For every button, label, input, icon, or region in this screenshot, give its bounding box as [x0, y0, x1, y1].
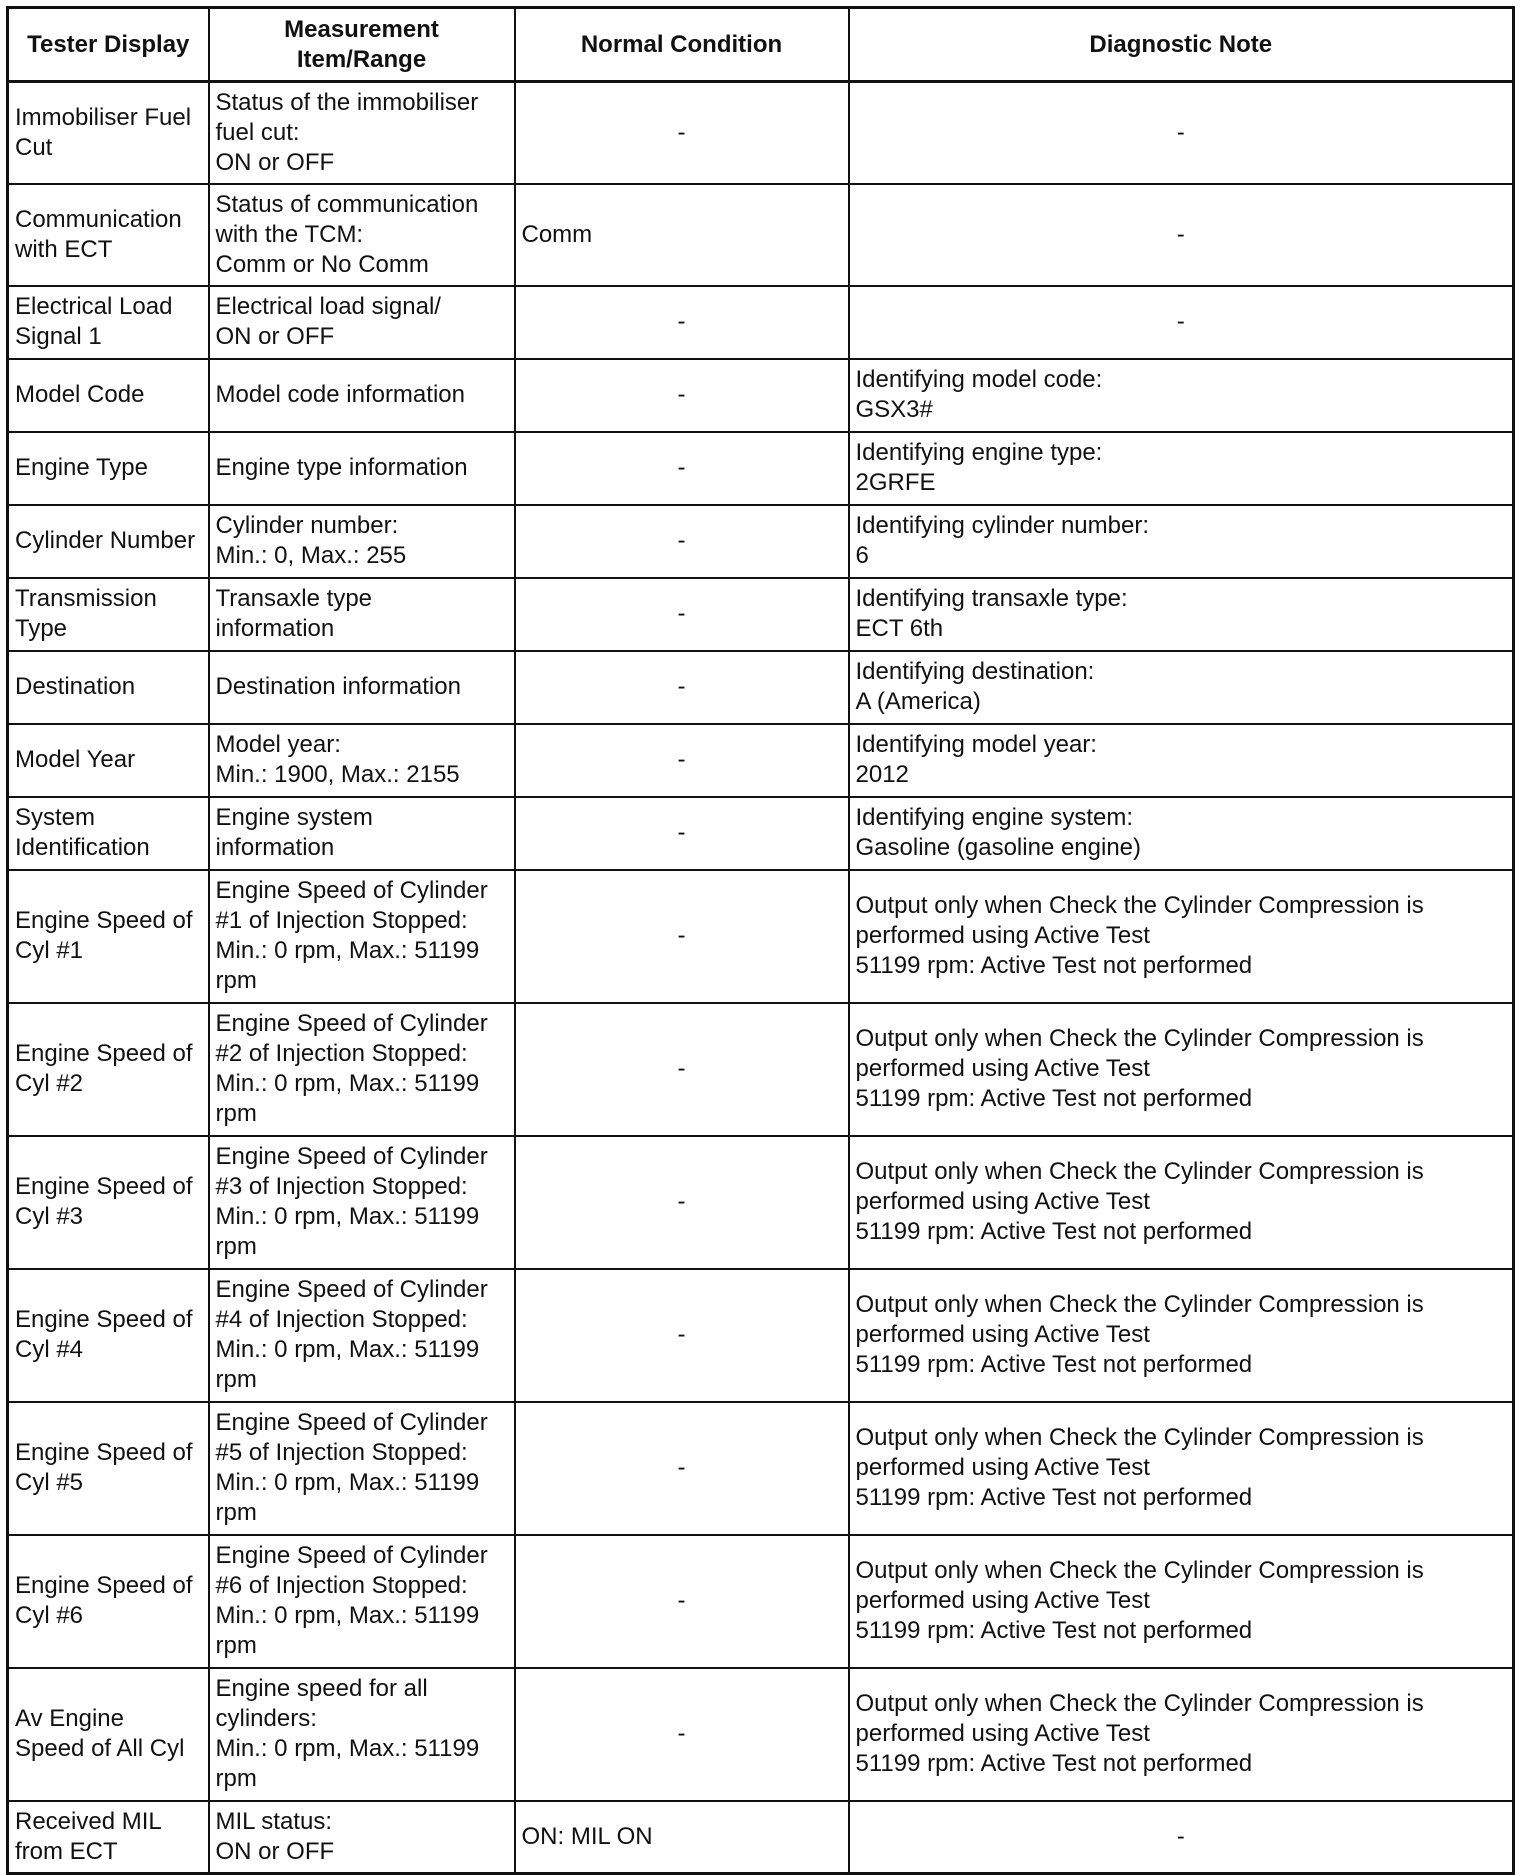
cell-tester-display: Av Engine Speed of All Cyl [8, 1668, 209, 1801]
table-row [8, 651, 1514, 724]
cell-measurement-range: Model year: Min.: 1900, Max.: 2155 [209, 724, 515, 797]
cell-measurement-range: Engine type information [209, 432, 515, 505]
cell-measurement-range: Engine system information [209, 797, 515, 870]
cell-normal-condition: - [515, 724, 849, 797]
table-row [8, 870, 1514, 1003]
cell-normal-condition: - [515, 286, 849, 359]
cell-tester-display: Engine Type [8, 432, 209, 505]
cell-tester-display: Engine Speed of Cyl #1 [8, 870, 209, 1003]
cell-normal-condition: - [515, 82, 849, 184]
table-row [8, 578, 1514, 651]
cell-measurement-range: Engine Speed of Cylinder #4 of Injection Stopped: Min.: 0 rpm, Max.: 51199 rpm [209, 1269, 515, 1402]
cell-measurement-range: Engine Speed of Cylinder #1 of Injection Stopped: Min.: 0 rpm, Max.: 51199 rpm [209, 870, 515, 1003]
cell-diagnostic-note: Identifying engine system: Gasoline (gasoline engine) [849, 797, 1514, 870]
cell-measurement-range: Electrical load signal/ ON or OFF [209, 286, 515, 359]
cell-measurement-range: Status of communication with the TCM: Comm or No Comm [209, 184, 515, 286]
cell-measurement-range: Engine Speed of Cylinder #3 of Injection Stopped: Min.: 0 rpm, Max.: 51199 rpm [209, 1136, 515, 1269]
cell-normal-condition: - [515, 870, 849, 1003]
cell-tester-display: Transmission Type [8, 578, 209, 651]
cell-tester-display: Destination [8, 651, 209, 724]
cell-diagnostic-note: Output only when Check the Cylinder Compression is performed using Active Test 51199 rpm: Active Test not performed [849, 1668, 1514, 1801]
table-row [8, 1535, 1514, 1668]
cell-tester-display: Engine Speed of Cyl #2 [8, 1003, 209, 1136]
cell-diagnostic-note: - [849, 1801, 1514, 1874]
cell-measurement-range: Engine speed for all cylinders: Min.: 0 rpm, Max.: 51199 rpm [209, 1668, 515, 1801]
header-row [8, 8, 1514, 82]
cell-tester-display: Engine Speed of Cyl #5 [8, 1402, 209, 1535]
cell-tester-display: Communication with ECT [8, 184, 209, 286]
cell-measurement-range: Destination information [209, 651, 515, 724]
header-tester-display: Tester Display [8, 8, 209, 82]
cell-diagnostic-note: - [849, 286, 1514, 359]
cell-diagnostic-note: Identifying destination: A (America) [849, 651, 1514, 724]
tester-data-table [6, 6, 1515, 1875]
cell-measurement-range: Transaxle type information [209, 578, 515, 651]
cell-diagnostic-note: Output only when Check the Cylinder Compression is performed using Active Test 51199 rpm: Active Test not performed [849, 1003, 1514, 1136]
table-row [8, 82, 1514, 184]
cell-normal-condition: Comm [515, 184, 849, 286]
cell-measurement-range: Model code information [209, 359, 515, 432]
cell-tester-display: Immobiliser Fuel Cut [8, 82, 209, 184]
cell-normal-condition: - [515, 1003, 849, 1136]
table-row [8, 1668, 1514, 1801]
table-body [8, 82, 1514, 1874]
cell-normal-condition: ON: MIL ON [515, 1801, 849, 1874]
cell-diagnostic-note: - [849, 82, 1514, 184]
cell-normal-condition: - [515, 1402, 849, 1535]
cell-tester-display: Engine Speed of Cyl #4 [8, 1269, 209, 1402]
cell-measurement-range: Engine Speed of Cylinder #6 of Injection Stopped: Min.: 0 rpm, Max.: 51199 rpm [209, 1535, 515, 1668]
cell-diagnostic-note: Output only when Check the Cylinder Compression is performed using Active Test 51199 rpm: Active Test not performed [849, 1535, 1514, 1668]
cell-normal-condition: - [515, 797, 849, 870]
cell-diagnostic-note: Output only when Check the Cylinder Compression is performed using Active Test 51199 rpm: Active Test not performed [849, 1402, 1514, 1535]
cell-tester-display: Received MIL from ECT [8, 1801, 209, 1874]
cell-measurement-range: Engine Speed of Cylinder #2 of Injection Stopped: Min.: 0 rpm, Max.: 51199 rpm [209, 1003, 515, 1136]
cell-normal-condition: - [515, 651, 849, 724]
cell-diagnostic-note: Identifying model year: 2012 [849, 724, 1514, 797]
cell-measurement-range: Engine Speed of Cylinder #5 of Injection Stopped: Min.: 0 rpm, Max.: 51199 rpm [209, 1402, 515, 1535]
table-row [8, 1801, 1514, 1874]
table-row [8, 1269, 1514, 1402]
table-row [8, 184, 1514, 286]
table-row [8, 1003, 1514, 1136]
header-diagnostic-note: Diagnostic Note [849, 8, 1514, 82]
cell-normal-condition: - [515, 1136, 849, 1269]
cell-tester-display: Model Code [8, 359, 209, 432]
cell-normal-condition: - [515, 359, 849, 432]
table-row [8, 724, 1514, 797]
cell-normal-condition: - [515, 432, 849, 505]
table-row [8, 1402, 1514, 1535]
cell-normal-condition: - [515, 1535, 849, 1668]
cell-diagnostic-note: Identifying transaxle type: ECT 6th [849, 578, 1514, 651]
cell-diagnostic-note: Identifying model code: GSX3# [849, 359, 1514, 432]
cell-tester-display: Cylinder Number [8, 505, 209, 578]
cell-tester-display: System Identification [8, 797, 209, 870]
cell-diagnostic-note: Output only when Check the Cylinder Compression is performed using Active Test 51199 rpm: Active Test not performed [849, 870, 1514, 1003]
cell-diagnostic-note: Identifying cylinder number: 6 [849, 505, 1514, 578]
cell-measurement-range: Status of the immobiliser fuel cut: ON or OFF [209, 82, 515, 184]
cell-normal-condition: - [515, 1668, 849, 1801]
cell-tester-display: Electrical Load Signal 1 [8, 286, 209, 359]
cell-diagnostic-note: Output only when Check the Cylinder Compression is performed using Active Test 51199 rpm: Active Test not performed [849, 1269, 1514, 1402]
cell-normal-condition: - [515, 578, 849, 651]
cell-diagnostic-note: - [849, 184, 1514, 286]
table-row [8, 797, 1514, 870]
cell-normal-condition: - [515, 505, 849, 578]
table-row [8, 359, 1514, 432]
header-measurement: Measurement Item/Range [209, 8, 515, 82]
table-row [8, 505, 1514, 578]
table-row [8, 1136, 1514, 1269]
cell-tester-display: Engine Speed of Cyl #3 [8, 1136, 209, 1269]
cell-diagnostic-note: Identifying engine type: 2GRFE [849, 432, 1514, 505]
cell-normal-condition: - [515, 1269, 849, 1402]
header-normal-condition: Normal Condition [515, 8, 849, 82]
cell-measurement-range: Cylinder number: Min.: 0, Max.: 255 [209, 505, 515, 578]
table-row [8, 432, 1514, 505]
cell-diagnostic-note: Output only when Check the Cylinder Compression is performed using Active Test 51199 rpm: Active Test not performed [849, 1136, 1514, 1269]
cell-measurement-range: MIL status: ON or OFF [209, 1801, 515, 1874]
cell-tester-display: Engine Speed of Cyl #6 [8, 1535, 209, 1668]
cell-tester-display: Model Year [8, 724, 209, 797]
table-row [8, 286, 1514, 359]
